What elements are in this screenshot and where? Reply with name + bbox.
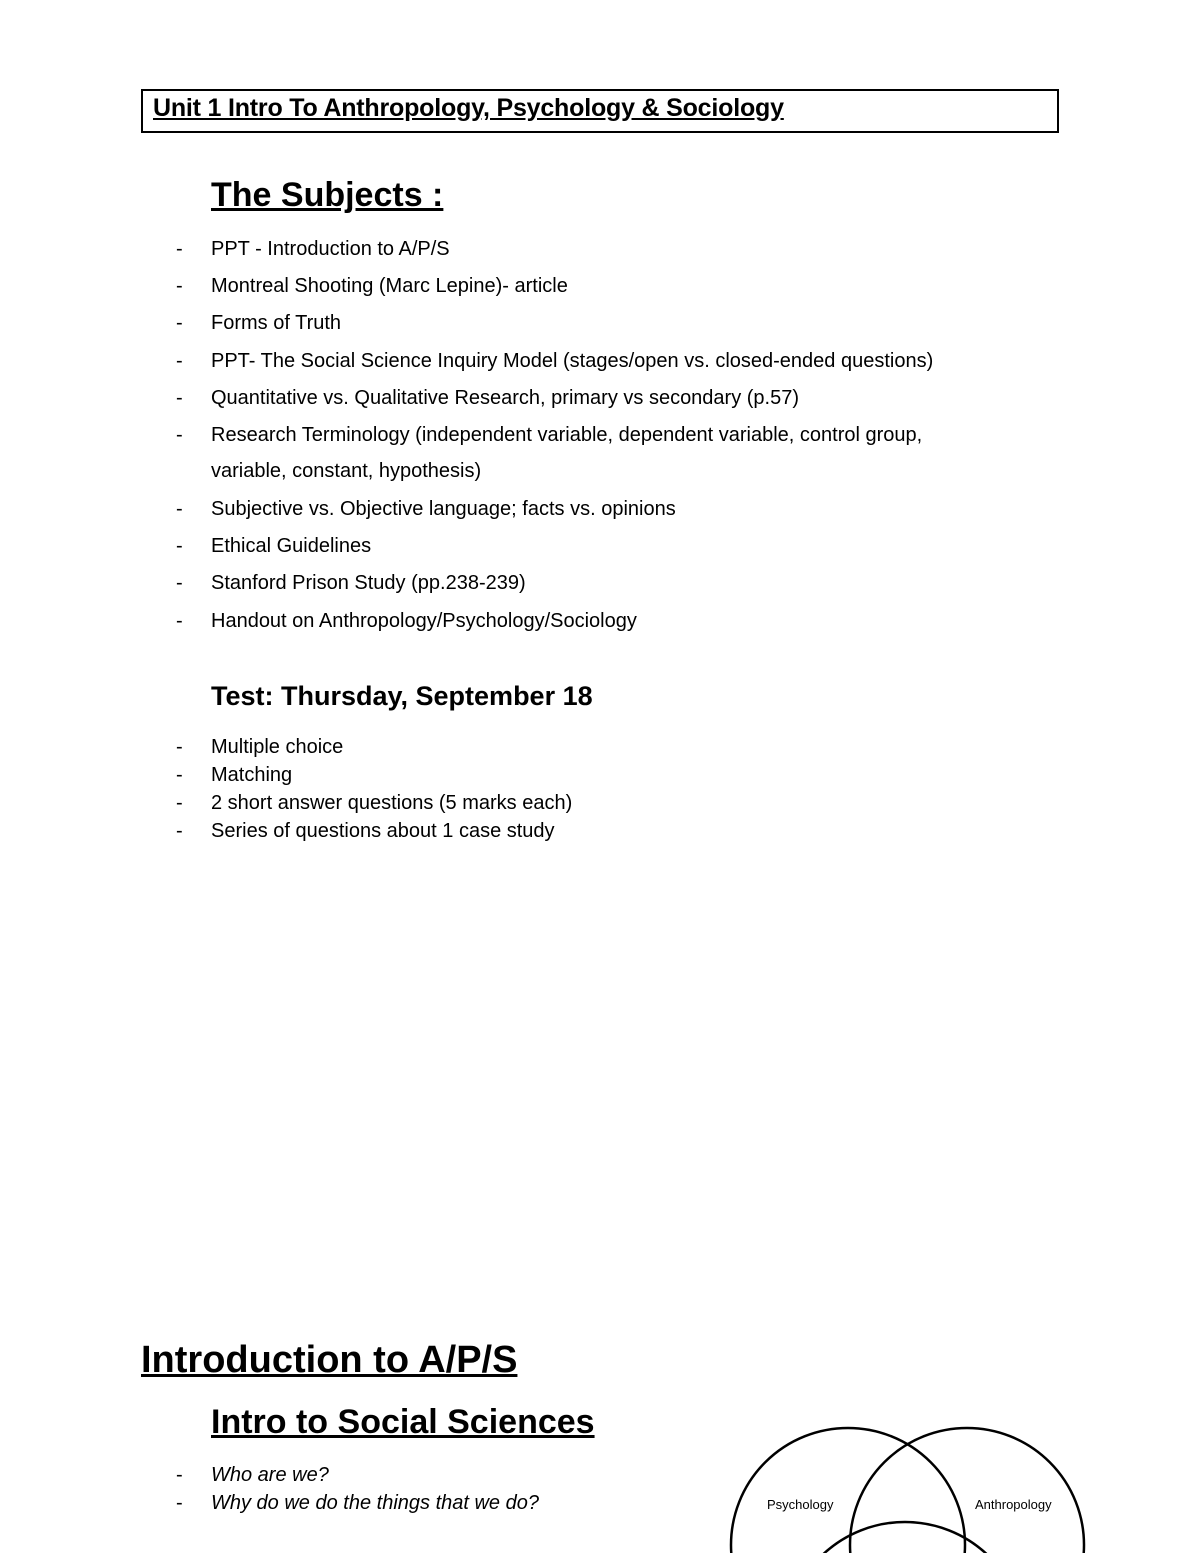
list-item-text: Stanford Prison Study (pp.238-239) (211, 572, 526, 594)
bullet-dash: - (176, 1464, 183, 1486)
venn-label-anthropology: Anthropology (975, 1497, 1052, 1512)
list-item-text: Multiple choice (211, 736, 344, 758)
list-item-text: Quantitative vs. Qualitative Research, primary vs secondary (p.57) (211, 387, 800, 409)
venn-circle-psychology (731, 1428, 965, 1553)
list-item-text: Matching (211, 764, 293, 786)
list-item-text: Montreal Shooting (Marc Lepine)- article (211, 275, 568, 297)
bullet-dash: - (176, 792, 183, 814)
bullet-dash: - (176, 764, 183, 786)
list-item-text: Why do we do the things that we do? (211, 1492, 539, 1514)
bullet-dash: - (176, 312, 183, 334)
bullet-dash: - (176, 424, 183, 446)
list-item-text: Series of questions about 1 case study (211, 820, 555, 842)
venn-label-psychology: Psychology (767, 1497, 834, 1512)
list-item-text: PPT - Introduction to A/P/S (211, 238, 450, 260)
subjects-heading: The Subjects : (211, 176, 444, 214)
social-sciences-heading: Intro to Social Sciences (211, 1403, 595, 1441)
venn-circle-anthropology (850, 1428, 1084, 1553)
unit-title-box (141, 89, 1059, 133)
venn-diagram (720, 1420, 1100, 1553)
bullet-dash: - (176, 820, 183, 842)
bullet-dash: - (176, 238, 183, 260)
list-item-text: 2 short answer questions (5 marks each) (211, 792, 573, 814)
intro-heading: Introduction to A/P/S (141, 1339, 518, 1381)
unit-title: Unit 1 Intro To Anthropology, Psychology & Sociology (153, 94, 784, 122)
bullet-dash: - (176, 572, 183, 594)
bullet-dash: - (176, 736, 183, 758)
bullet-dash: - (176, 350, 183, 372)
venn-circle-sociology (785, 1522, 1025, 1553)
list-item-text: Who are we? (211, 1464, 329, 1486)
list-item-text: PPT- The Social Science Inquiry Model (stages/open vs. closed-ended questions) (211, 350, 934, 372)
list-item-text: Research Terminology (independent variable, dependent variable, control group, (211, 424, 923, 446)
list-item-text: Handout on Anthropology/Psychology/Sociology (211, 610, 637, 632)
bullet-dash: - (176, 498, 183, 520)
test-heading: Test: Thursday, September 18 (211, 681, 593, 711)
bullet-dash: - (176, 1492, 183, 1514)
list-item-text: Subjective vs. Objective language; facts vs. opinions (211, 498, 676, 520)
bullet-dash: - (176, 275, 183, 297)
list-item-text: Forms of Truth (211, 312, 342, 334)
list-item-text: variable, constant, hypothesis) (211, 460, 482, 482)
bullet-dash: - (176, 535, 183, 557)
bullet-dash: - (176, 387, 183, 409)
list-item-text: Ethical Guidelines (211, 535, 372, 557)
bullet-dash: - (176, 610, 183, 632)
